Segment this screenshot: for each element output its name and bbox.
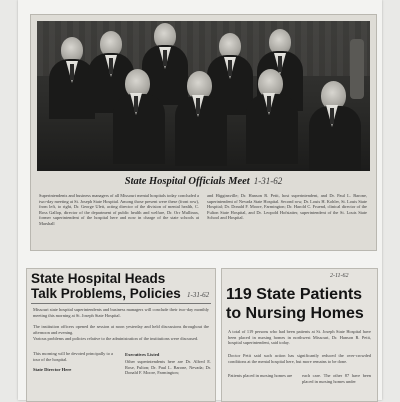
handwritten-date: 2-11-62 — [330, 273, 349, 279]
subhead-state-director: State Director Here — [33, 367, 72, 372]
headline-hospital-heads: State Hospital Heads Talk Problems, Policies — [31, 271, 181, 301]
clipping-nursing-homes — [221, 268, 378, 402]
article-lead: Missouri state hospital superintendents and business managers will conclude their two-day monthly meeting this morning at St. Joseph State Hospital. — [33, 307, 209, 318]
article-para-left: Patients placed in nursing homes are — [228, 373, 293, 378]
group-photo — [37, 21, 370, 171]
article-para: Various problems and policies relative to the administration of the institutions were discussed. — [33, 336, 199, 341]
article-text-right: and Higginsville; Dr. Hanson R. Petit, host superintendent, and Dr. Paul L. Barone, superintendent of Nevada State Hospital. Second row, Dr. Louis H. Kohler, St. Louis State Hospital; Dr. Donald F. Moore, Farmington; Dr. Harold C. Fruend, clinical director of the Fulton State Hospital, and Dr. Leopold Hofstatter, superintendent of the St. Louis State School and Hospital. — [207, 193, 367, 221]
scrapbook-page — [18, 0, 382, 400]
headline-officials-meet: State Hospital Officials Meet 1-31-62 — [124, 176, 283, 187]
article-text-left: Superintendents and business managers of all Missouri mental hospitals today concluded a two-day meeting at St. Joseph State Hospital. Among those present were these (front row), from left, to right, Dr. George Ulett, acting director of the division of mental health, C. Ross Gallop, director of the department of public health and welfare, Dr. Orr Mullinax, former superintendent of the hospital here and now in charge of the state schools at Marshall — [39, 193, 199, 226]
article-para: A total of 119 persons who had been patients at St. Joseph State Hospital have been placed in nursing homes in northwest Missouri, Dr. Hanson R. Petit, hospital superintendent, said today. — [228, 329, 371, 346]
article-para: Doctor Petit said such action has significantly reduced the over-crowded conditions at the mental hospital here, but more remains to be done. — [228, 353, 371, 364]
clipping-officials-meet — [30, 14, 377, 251]
handwritten-date: 1-31-62 — [253, 176, 283, 186]
handwritten-date: 1-31-62 — [187, 291, 210, 299]
article-para: This morning will be devoted principally to a tour of the hospital. — [33, 351, 113, 362]
clipping-hospital-heads — [26, 268, 216, 402]
article-para-right: each care. The other 87 have been placed in nursing homes under — [302, 373, 371, 384]
headline-nursing-homes: 119 State Patients to Nursing Homes — [226, 286, 364, 322]
article-para: The institution officers opened the session at noon yesterday and held discussions throughout the afternoon and evening. — [33, 324, 209, 335]
article-para-right: Other superintendents here are Dr. Alfred E. Rose, Fulton; Dr. Paul L. Barone, Nevada; Dr. Donald F. Moore, Farmington; — [125, 359, 211, 376]
subhead-executives-listed: Executives Listed — [125, 352, 160, 357]
